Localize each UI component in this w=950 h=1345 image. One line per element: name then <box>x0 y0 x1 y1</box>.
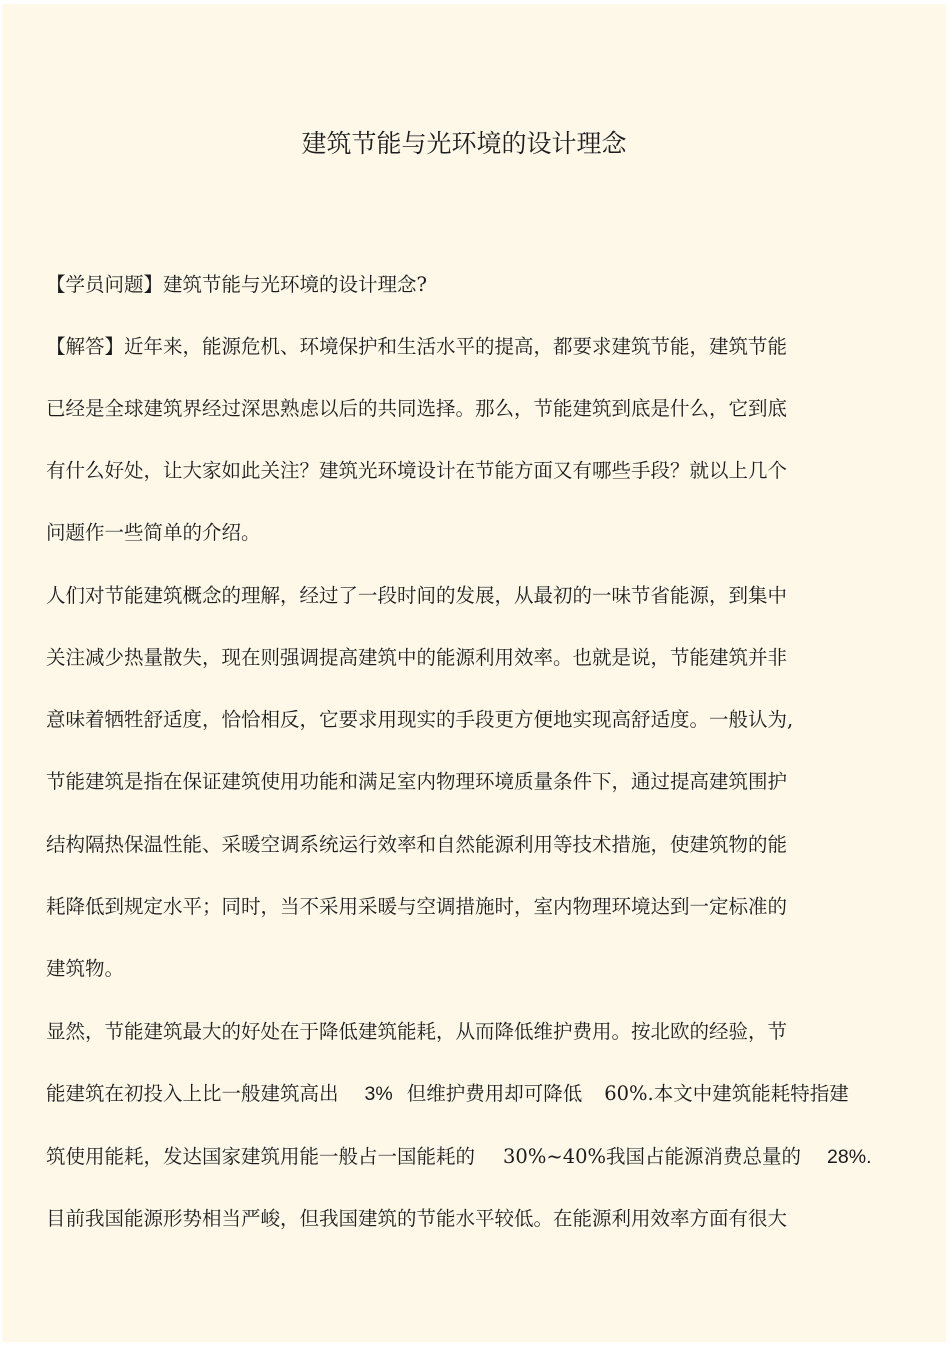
answer-line-2: 已经是全球建筑界经过深思熟虑以后的共同选择。那么，节能建筑到底是什么，它到底 <box>46 397 788 420</box>
percent-28: 28%. <box>827 1146 872 1168</box>
paragraph3-line-3 <box>46 1142 872 1172</box>
answer-line-4: 问题作一些简单的介绍。 <box>46 521 261 544</box>
paragraph2-line-1: 人们对节能建筑概念的理解，经过了一段时间的发展，从最初的一味节省能源，到集中 <box>46 584 788 607</box>
paragraph2-line-7: 建筑物。 <box>46 957 125 980</box>
paragraph2-line-3: 意味着牺牲舒适度，恰恰相反，它要求用现实的手段更方便地实现高舒适度。一般认为, <box>46 708 794 731</box>
paragraph2-line-6: 耗降低到规定水平；同时，当不采用采暖与空调措施时，室内物理环境达到一定标准的 <box>46 895 788 918</box>
document-title: 建筑节能与光环境的设计理念 <box>301 129 627 158</box>
paragraph3-line-2-text-d: 60%.本文中建筑能耗特指建 <box>604 1082 849 1105</box>
percent-3: 3% <box>364 1083 393 1105</box>
paragraph3-line-2 <box>46 1079 849 1109</box>
paragraph3-line-1: 显然，节能建筑最大的好处在于降低建筑能耗，从而降低维护费用。按北欧的经验，节 <box>46 1020 788 1043</box>
paragraph3-line-2-text-c: 但维护费用却可降低 <box>406 1082 583 1105</box>
paragraph2-line-2: 关注减少热量散失，现在则强调提高建筑中的能源利用效率。也就是说，节能建筑并非 <box>46 646 788 669</box>
paragraph3-line-3-text-b: 30%~40%我国占能源消费总量的 <box>503 1145 802 1168</box>
paragraph3-line-4: 目前我国能源形势相当严峻，但我国建筑的节能水平较低。在能源利用效率方面有很大 <box>46 1207 788 1230</box>
paragraph3-line-3-text-a: 筑使用能耗，发达国家建筑用能一般占一国能耗的 <box>46 1145 476 1168</box>
answer-line-1: 【解答】近年来，能源危机、环境保护和生活水平的提高，都要求建筑节能，建筑节能 <box>46 335 788 358</box>
document-page <box>2 4 946 1342</box>
paragraph2-line-5: 结构隔热保温性能、采暖空调系统运行效率和自然能源利用等技术措施，使建筑物的能 <box>46 833 788 856</box>
paragraph2-line-4: 节能建筑是指在保证建筑使用功能和满足室内物理环境质量条件下，通过提高建筑围护 <box>46 770 788 793</box>
question-line: 【学员问题】建筑节能与光环境的设计理念? <box>46 273 427 296</box>
paragraph3-line-2-text-a: 能建筑在初投入上比一般建筑高出 <box>46 1082 339 1105</box>
answer-line-3: 有什么好处，让大家如此关注？建筑光环境设计在节能方面又有哪些手段？就以上几个 <box>46 459 788 482</box>
